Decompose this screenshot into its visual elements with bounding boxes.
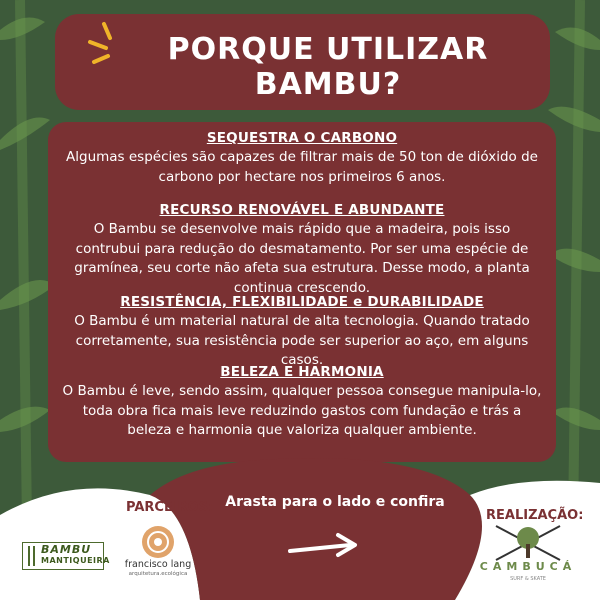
section-recurso — [48, 202, 556, 298]
spark-icon — [84, 18, 124, 68]
cambuca-subtitle: SURF & SKATE — [510, 576, 546, 582]
francisco-lang-logo-icon — [138, 524, 178, 560]
section-heading: RESISTÊNCIA, FLEXIBILIDADE e DURABILIDADE — [120, 294, 484, 310]
page-title: PORQUE UTILIZAR BAMBU? — [167, 32, 489, 102]
section-resistencia — [48, 294, 556, 371]
realization-label: REALIZAÇÃO: — [486, 508, 584, 523]
francisco-lang-subtitle: arquitetura.ecológica — [128, 571, 188, 577]
swipe-text: Arasta para o lado e confira — [225, 494, 445, 510]
cambuca-logo-icon — [492, 522, 564, 562]
section-text: Algumas espécies são capazes de filtrar mais de 50 ton de dióxido de carbono por hectare nos primeiros 6 anos. — [66, 149, 538, 185]
section-text: O Bambu é um material natural de alta tecnologia. Quando tratado corretamente, sua resistência pode ser superior ao aço, em alguns casos. — [74, 313, 530, 368]
section-text: O Bambu se desenvolve mais rápido que a madeira, pois isso contrubui para redução do desmatamento. Por ser uma espécie de gramínea, seu corte não afeta sua estrutura. Desse modo, a planta continua crescendo. — [74, 221, 530, 296]
section-carbono — [48, 130, 556, 187]
bambu-mantiqueira-logo — [22, 542, 110, 570]
section-heading: BELEZA E HARMONIA — [220, 364, 384, 380]
logo-text-bambu: BAMBU — [41, 543, 92, 556]
logo-text-mantiqueira: MANTIQUEIRA — [41, 556, 110, 565]
bamboo-icon — [26, 546, 38, 566]
cambuca-text: CAMBUCÁ — [479, 560, 577, 573]
section-beleza — [48, 364, 556, 441]
partners-label: PARCEIROS: — [126, 500, 214, 515]
section-text: O Bambu é leve, sendo assim, qualquer pessoa consegue manipula-lo, toda obra fica mais leve reduzindo gastos com fundação e trás a beleza e harmonia que valoriza qualquer ambiente. — [62, 383, 542, 438]
section-heading: SEQUESTRA O CARBONO — [206, 130, 398, 146]
francisco-lang-name: francisco lang — [124, 559, 192, 570]
section-heading: RECURSO RENOVÁVEL E ABUNDANTE — [159, 202, 445, 218]
